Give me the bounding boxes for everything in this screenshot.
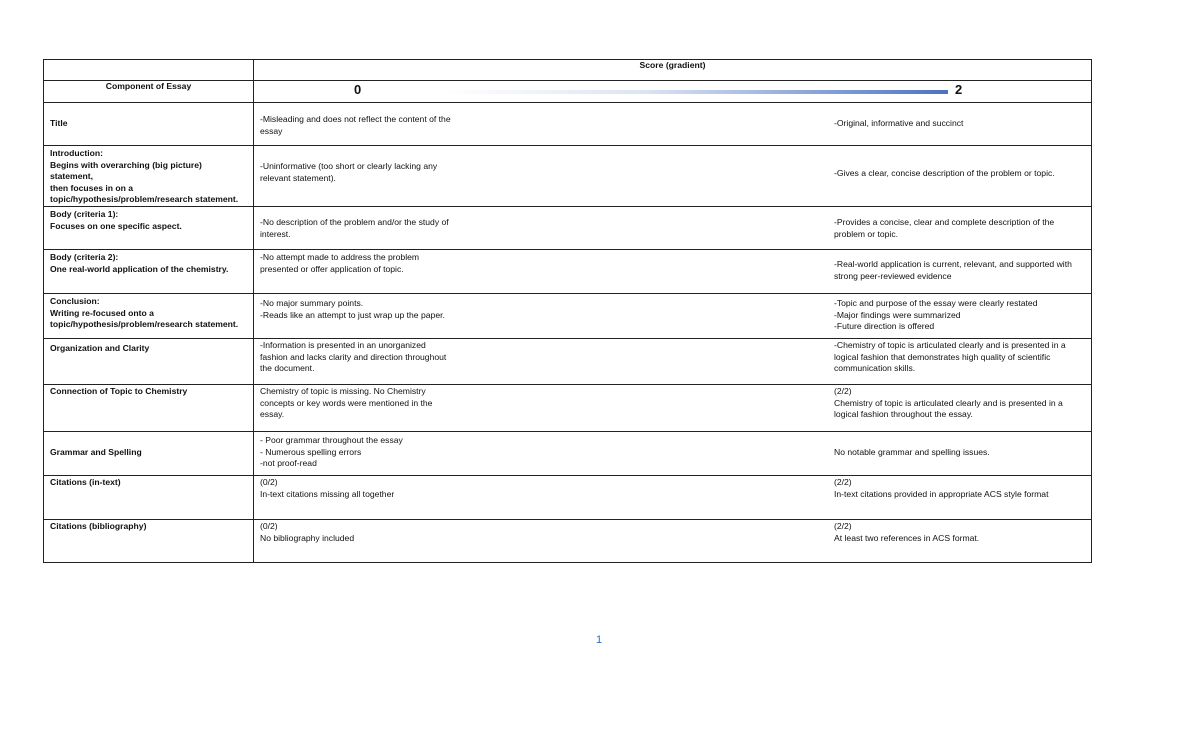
criterion-cell bbox=[44, 431, 254, 475]
header-row-gradient bbox=[44, 81, 1092, 103]
criterion-cell bbox=[44, 338, 254, 384]
score-2-line: (2/2) bbox=[834, 520, 852, 531]
score-0-line: (0/2) bbox=[260, 476, 278, 487]
score-0-line: Chemistry of topic is missing. No Chemistry bbox=[260, 385, 426, 396]
score-descriptor-cell bbox=[254, 249, 1092, 293]
rubric-row bbox=[44, 519, 1092, 562]
score-0-line: interest. bbox=[260, 228, 291, 239]
score-0-descriptor bbox=[260, 114, 470, 137]
score-0-descriptor bbox=[260, 298, 470, 321]
criterion-line: Writing re-focused onto a bbox=[50, 307, 154, 318]
criterion-line: Begins with overarching (big picture) statement, bbox=[50, 159, 205, 182]
score-0-line: -Uninformative (too short or clearly lacking any bbox=[260, 161, 438, 171]
criterion-line: Grammar and Spelling bbox=[50, 446, 142, 457]
header-row-score bbox=[44, 60, 1092, 81]
score-2-line: logical fashion that demonstrates high quality of scientific bbox=[834, 351, 1051, 362]
criterion-line: Organization and Clarity bbox=[50, 342, 150, 353]
score-0-descriptor bbox=[260, 217, 470, 240]
criterion-text bbox=[44, 339, 253, 355]
criterion-text bbox=[44, 432, 253, 459]
score-2-descriptor bbox=[834, 168, 1079, 180]
score-descriptor-cell bbox=[254, 146, 1092, 207]
rubric-table bbox=[43, 59, 1092, 563]
score-2-line: In-text citations provided in appropriate ACS style format bbox=[834, 488, 1049, 499]
rubric-row bbox=[44, 103, 1092, 146]
criterion-text bbox=[44, 520, 253, 533]
criterion-text bbox=[44, 385, 253, 398]
score-2-line: -Chemistry of topic is articulated clearly and is presented in a bbox=[834, 339, 1066, 350]
score-2-descriptor bbox=[834, 386, 1079, 421]
score-0-line: relevant statement). bbox=[260, 172, 336, 183]
score-0-line: -No description of the problem and/or the study of bbox=[260, 216, 449, 227]
rubric-row bbox=[44, 206, 1092, 249]
criterion-line: then focuses in on a bbox=[50, 182, 134, 193]
score-0-line: - Poor grammar throughout the essay bbox=[260, 434, 403, 445]
criterion-text bbox=[44, 146, 253, 206]
criterion-line: Body (criteria 2): bbox=[50, 251, 119, 262]
score-2-descriptor bbox=[834, 340, 1079, 375]
score-0-line: - Numerous spelling errors bbox=[260, 446, 362, 457]
criterion-line: Title bbox=[50, 118, 68, 128]
score-2-line: communication skills. bbox=[834, 363, 916, 374]
score-2-descriptor bbox=[834, 447, 1079, 459]
score-0-line: the document. bbox=[260, 363, 315, 374]
score-descriptor-cell bbox=[254, 206, 1092, 249]
criterion-cell bbox=[44, 146, 254, 207]
criterion-text bbox=[44, 103, 253, 130]
score-2-line: problem or topic. bbox=[834, 228, 899, 239]
score-title: Score (gradient) bbox=[254, 60, 1092, 81]
score-descriptor-cell bbox=[254, 338, 1092, 384]
score-2-descriptor bbox=[834, 298, 1079, 333]
criterion-cell bbox=[44, 293, 254, 338]
score-descriptor-cell bbox=[254, 431, 1092, 475]
score-0-descriptor bbox=[260, 252, 470, 275]
score-0-line: -not proof-read bbox=[260, 458, 317, 469]
criterion-line: Citations (bibliography) bbox=[50, 520, 147, 531]
score-2-line: At least two references in ACS format. bbox=[834, 532, 980, 543]
score-2-descriptor bbox=[834, 477, 1079, 500]
score-2-line: -Provides a concise, clear and complete description of the bbox=[834, 216, 1055, 227]
score-2-line: -Future direction is offered bbox=[834, 321, 935, 332]
criterion-cell bbox=[44, 475, 254, 519]
score-2-line: -Real-world application is current, relevant, and supported with bbox=[834, 258, 1072, 269]
score-0-line: presented or offer application of topic. bbox=[260, 263, 404, 274]
criterion-line: topic/hypothesis/problem/research statement. bbox=[50, 319, 239, 330]
rubric-row bbox=[44, 384, 1092, 431]
score-2-line: logical fashion throughout the essay. bbox=[834, 409, 973, 420]
criterion-text bbox=[44, 476, 253, 489]
score-2-line: -Topic and purpose of the essay were clearly restated bbox=[834, 297, 1038, 308]
criterion-text bbox=[44, 250, 253, 275]
score-0-line: concepts or key words were mentioned in the bbox=[260, 397, 433, 408]
rubric-row bbox=[44, 146, 1092, 207]
page-number: 1 bbox=[596, 634, 603, 646]
criterion-line: Body (criteria 1): bbox=[50, 208, 119, 219]
score-2-descriptor bbox=[834, 118, 1079, 130]
score-0-descriptor bbox=[260, 521, 470, 544]
criterion-line: Conclusion: bbox=[50, 295, 100, 306]
criterion-text bbox=[44, 294, 253, 331]
score-2-line: (2/2) bbox=[834, 476, 852, 487]
criterion-cell bbox=[44, 249, 254, 293]
criterion-line: topic/hypothesis/problem/research statement. bbox=[50, 194, 239, 205]
score-0-line: essay bbox=[260, 125, 283, 136]
score-descriptor-cell bbox=[254, 519, 1092, 562]
score-2-line: -Gives a clear, concise description of the problem or topic. bbox=[834, 168, 1055, 178]
score-0-line: -Misleading and does not reflect the content of the bbox=[260, 114, 451, 124]
score-high-label: 2 bbox=[955, 82, 963, 97]
score-2-descriptor bbox=[834, 521, 1079, 544]
criterion-cell bbox=[44, 103, 254, 146]
rubric-row bbox=[44, 338, 1092, 384]
score-0-line: -No major summary points. bbox=[260, 297, 364, 308]
score-descriptor-cell bbox=[254, 475, 1092, 519]
criterion-line: One real-world application of the chemistry. bbox=[50, 263, 229, 274]
component-header: Component of Essay bbox=[44, 81, 254, 103]
criterion-text bbox=[44, 207, 253, 232]
criterion-cell bbox=[44, 206, 254, 249]
score-gradient-bar bbox=[444, 90, 948, 94]
rubric-body bbox=[44, 103, 1092, 563]
score-0-line: (0/2) bbox=[260, 520, 278, 531]
criterion-line: Introduction: bbox=[50, 148, 103, 158]
criterion-cell bbox=[44, 384, 254, 431]
score-2-line: -Major findings were summarized bbox=[834, 309, 961, 320]
rubric-row bbox=[44, 293, 1092, 338]
score-0-line: -Reads like an attempt to just wrap up the paper. bbox=[260, 309, 445, 320]
score-0-line: In-text citations missing all together bbox=[260, 488, 395, 499]
score-2-line: -Original, informative and succinct bbox=[834, 118, 964, 128]
score-0-descriptor bbox=[260, 435, 470, 470]
criterion-line: Focuses on one specific aspect. bbox=[50, 220, 182, 231]
score-0-line: No bibliography included bbox=[260, 532, 355, 543]
criterion-line: Citations (in-text) bbox=[50, 476, 121, 487]
score-0-line: essay. bbox=[260, 409, 285, 420]
score-0-line: -Information is presented in an unorganized bbox=[260, 339, 426, 350]
score-2-descriptor bbox=[834, 217, 1079, 240]
header-empty-cell bbox=[44, 60, 254, 81]
rubric-row bbox=[44, 475, 1092, 519]
score-0-descriptor bbox=[260, 340, 470, 375]
criterion-line: Connection of Topic to Chemistry bbox=[50, 385, 188, 396]
score-2-line: No notable grammar and spelling issues. bbox=[834, 446, 990, 457]
score-descriptor-cell bbox=[254, 293, 1092, 338]
score-0-line: fashion and lacks clarity and direction throughout bbox=[260, 351, 447, 362]
score-descriptor-cell bbox=[254, 103, 1092, 146]
score-0-line: -No attempt made to address the problem bbox=[260, 251, 420, 262]
score-0-descriptor bbox=[260, 386, 470, 421]
score-low-label: 0 bbox=[354, 82, 362, 97]
rubric-row bbox=[44, 431, 1092, 475]
score-2-descriptor bbox=[834, 259, 1079, 282]
criterion-cell bbox=[44, 519, 254, 562]
score-2-line: Chemistry of topic is articulated clearly and is presented in a bbox=[834, 397, 1063, 408]
score-0-descriptor bbox=[260, 477, 470, 500]
score-0-descriptor bbox=[260, 161, 470, 184]
score-gradient-cell bbox=[254, 81, 1092, 103]
score-descriptor-cell bbox=[254, 384, 1092, 431]
score-2-line: strong peer-reviewed evidence bbox=[834, 270, 952, 281]
score-2-line: (2/2) bbox=[834, 385, 852, 396]
rubric-row bbox=[44, 249, 1092, 293]
